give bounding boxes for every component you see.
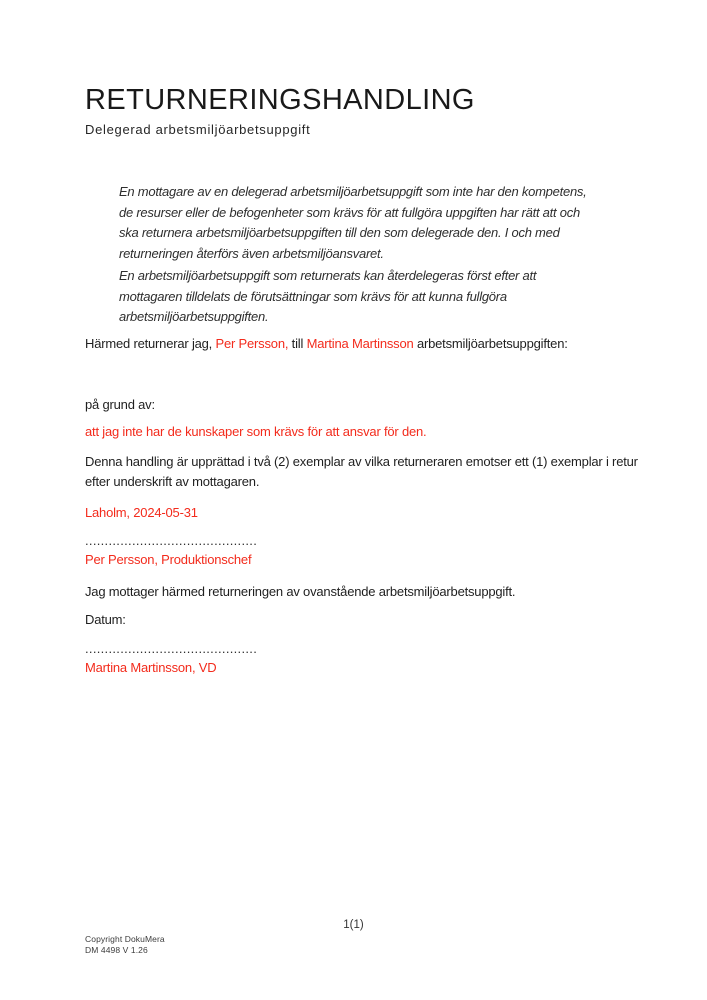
intro-paragraph-1: En mottagare av en delegerad arbetsmiljöarbetsuppgift som inte har den kompetens, de resurser eller de befogenheter som krävs för att fullgöra uppgiften har rätt att och ska returnera arbetsmiljöarbetsuppgiften till den som delegerade den. I och med returneringen återförs även arbetsmiljöansvaret. — [119, 184, 587, 261]
returner-signature-line: ............................................ — [85, 532, 258, 548]
page-number: 1(1) — [343, 919, 364, 931]
doc-title: RETURNERINGSHANDLING — [85, 84, 475, 116]
footer-copyright — [85, 934, 165, 956]
place-date: Laholm, 2024-05-31 — [85, 504, 198, 520]
intro-paragraph-2: En arbetsmiljöarbetsuppgift som returnerats kan återdelegeras först efter att mottagaren tilldelats de förutsättningar som krävs för att kunna fullgöra arbetsmiljöarbetsuppgiften. — [119, 268, 537, 324]
recipient-signature-block — [85, 642, 650, 678]
document-reference: DM 4498 V 1.26 — [85, 945, 148, 955]
returner-name: Per Persson, — [215, 335, 289, 351]
copyright-line: Copyright DokuMera — [85, 934, 165, 944]
recipient-signature-name: Martina Martinsson, VD — [85, 659, 217, 675]
recipient-signature-line: ............................................ — [85, 640, 258, 656]
doc-subtitle: Delegerad arbetsmiljöarbetsuppgift — [85, 122, 311, 137]
reason-text: att jag inte har de kunskaper som krävs för att ansvar för den. — [85, 423, 427, 439]
document-content — [85, 0, 650, 678]
statement-suffix: arbetsmiljöarbetsuppgiften: — [413, 335, 568, 351]
reason-label: på grund av: — [85, 396, 155, 412]
returner-signature-name: Per Persson, Produktionschef — [85, 551, 252, 567]
return-statement — [85, 334, 650, 354]
copies-paragraph: Denna handling är upprättad i två (2) exemplar av vilka returneraren emotser ett (1) exemplar i retur efter underskrift av mottagaren. — [85, 453, 638, 489]
statement-connector: till — [288, 335, 307, 351]
statement-prefix: Härmed returnerar jag, — [85, 335, 216, 351]
date-label: Datum: — [85, 611, 126, 627]
acceptance-statement: Jag mottager härmed returneringen av ovanstående arbetsmiljöarbetsuppgift. — [85, 583, 516, 599]
recipient-name: Martina Martinsson — [306, 335, 414, 351]
returner-signature-block — [85, 534, 650, 570]
intro-section — [119, 182, 599, 328]
